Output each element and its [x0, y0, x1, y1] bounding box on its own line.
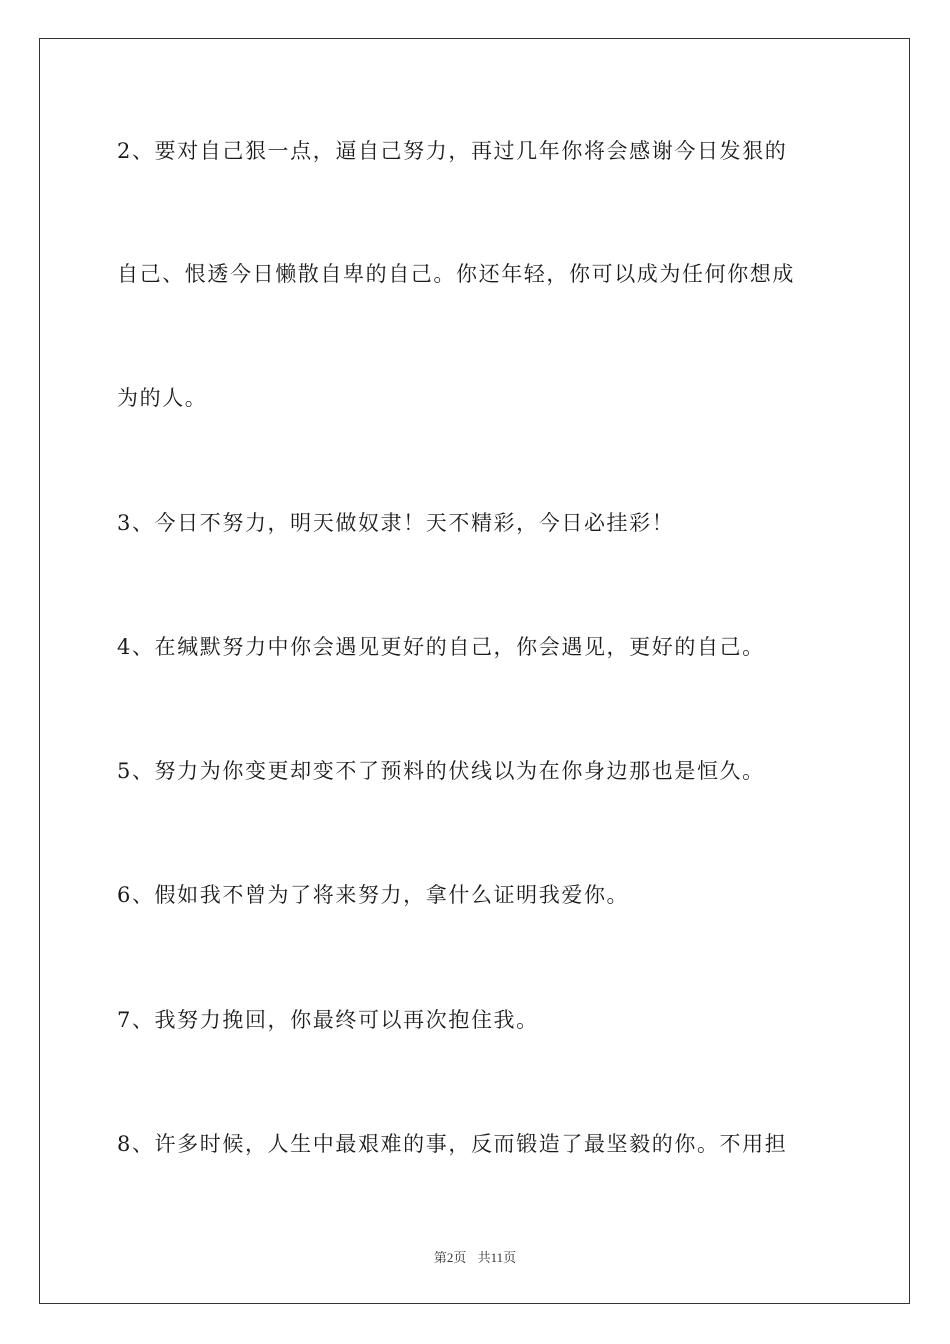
page-number-current: 第2页	[433, 1250, 467, 1265]
text-line: 5、努力为你变更却变不了预料的伏线以为在你身边那也是恒久。	[117, 759, 765, 783]
text-line: 自己、恨透今日懒散自卑的自己。你还年轻，你可以成为任何你想成	[117, 262, 795, 286]
text-line: 2、要对自己狠一点，逼自己努力，再过几年你将会感谢今日发狠的	[117, 139, 788, 163]
text-line: 为的人。	[117, 386, 208, 410]
text-line: 4、在缄默努力中你会遇见更好的自己，你会遇见，更好的自己。	[117, 635, 765, 659]
page-footer	[0, 1247, 950, 1266]
page-frame	[39, 38, 910, 1304]
text-line: 6、假如我不曾为了将来努力，拿什么证明我爱你。	[117, 883, 630, 907]
page-number-total: 共11页	[477, 1250, 517, 1265]
text-line: 7、我努力挽回，你最终可以再次抱住我。	[117, 1008, 539, 1032]
text-line: 8、许多时候，人生中最艰难的事，反而锻造了最坚毅的你。不用担	[117, 1132, 788, 1156]
text-line: 3、今日不努力，明天做奴隶！天不精彩，今日必挂彩！	[117, 511, 675, 535]
